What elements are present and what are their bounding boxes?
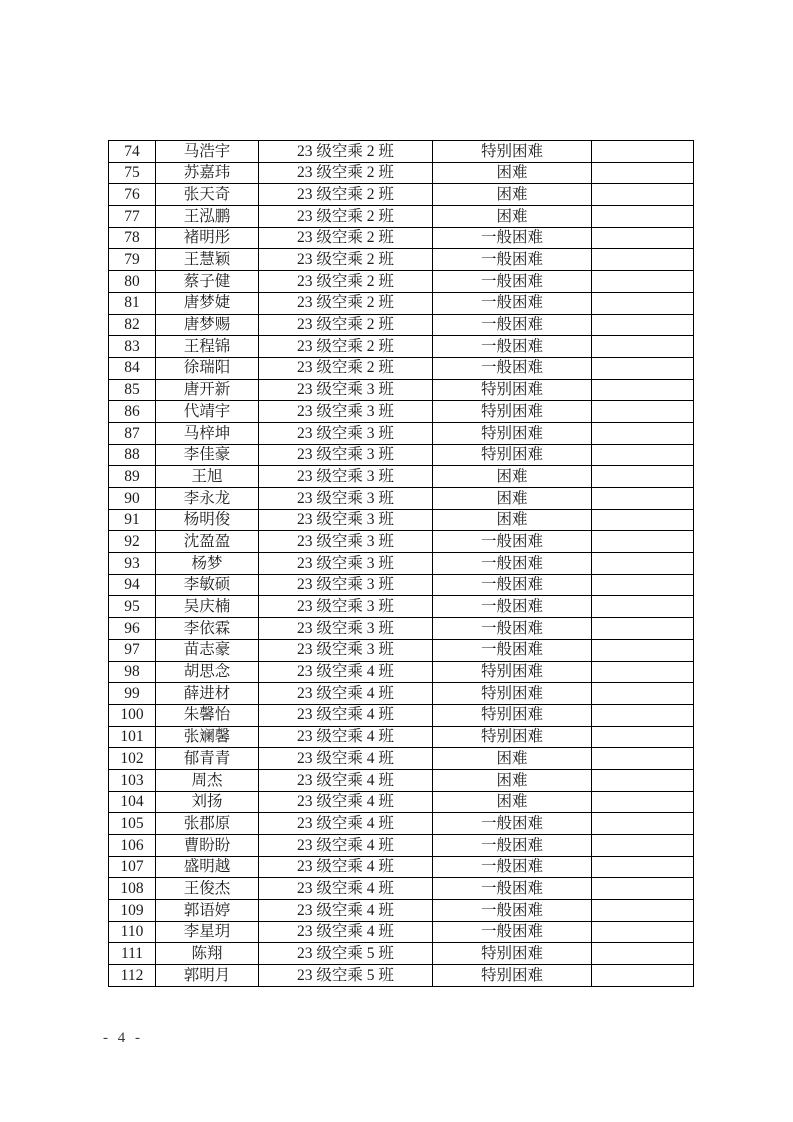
table-row bbox=[109, 531, 694, 553]
roll-number-cell: 112 bbox=[109, 965, 156, 987]
table-row bbox=[109, 553, 694, 575]
difficulty-cell: 一般困难 bbox=[433, 227, 592, 249]
roll-number-cell: 110 bbox=[109, 921, 156, 943]
note-cell bbox=[592, 878, 694, 900]
class-cell: 23 级空乘 5 班 bbox=[259, 965, 433, 987]
table-row bbox=[109, 835, 694, 857]
difficulty-cell: 特别困难 bbox=[433, 141, 592, 163]
roll-number-cell: 80 bbox=[109, 271, 156, 293]
note-cell bbox=[592, 466, 694, 488]
class-cell: 23 级空乘 2 班 bbox=[259, 206, 433, 228]
note-cell bbox=[592, 813, 694, 835]
difficulty-cell: 困难 bbox=[433, 162, 592, 184]
class-cell: 23 级空乘 4 班 bbox=[259, 683, 433, 705]
difficulty-cell: 困难 bbox=[433, 488, 592, 510]
class-cell: 23 级空乘 4 班 bbox=[259, 813, 433, 835]
class-cell: 23 级空乘 3 班 bbox=[259, 639, 433, 661]
name-cell: 胡思念 bbox=[156, 661, 259, 683]
difficulty-cell: 困难 bbox=[433, 466, 592, 488]
table-row bbox=[109, 206, 694, 228]
class-cell: 23 级空乘 3 班 bbox=[259, 401, 433, 423]
class-cell: 23 级空乘 4 班 bbox=[259, 856, 433, 878]
difficulty-cell: 困难 bbox=[433, 206, 592, 228]
class-cell: 23 级空乘 3 班 bbox=[259, 444, 433, 466]
roll-number-cell: 100 bbox=[109, 704, 156, 726]
roll-number-cell: 103 bbox=[109, 769, 156, 791]
class-cell: 23 级空乘 3 班 bbox=[259, 466, 433, 488]
table-row bbox=[109, 683, 694, 705]
class-cell: 23 级空乘 3 班 bbox=[259, 422, 433, 444]
roll-number-cell: 97 bbox=[109, 639, 156, 661]
difficulty-cell: 困难 bbox=[433, 769, 592, 791]
name-cell: 王俊杰 bbox=[156, 878, 259, 900]
table-row bbox=[109, 813, 694, 835]
roll-number-cell: 91 bbox=[109, 509, 156, 531]
table-row bbox=[109, 314, 694, 336]
difficulty-cell: 一般困难 bbox=[433, 357, 592, 379]
class-cell: 23 级空乘 3 班 bbox=[259, 488, 433, 510]
difficulty-cell: 一般困难 bbox=[433, 856, 592, 878]
difficulty-cell: 一般困难 bbox=[433, 900, 592, 922]
class-cell: 23 级空乘 2 班 bbox=[259, 271, 433, 293]
name-cell: 郁青青 bbox=[156, 748, 259, 770]
note-cell bbox=[592, 509, 694, 531]
difficulty-cell: 一般困难 bbox=[433, 336, 592, 358]
table-row bbox=[109, 791, 694, 813]
table-row bbox=[109, 488, 694, 510]
table-row bbox=[109, 379, 694, 401]
roll-number-cell: 88 bbox=[109, 444, 156, 466]
difficulty-cell: 一般困难 bbox=[433, 813, 592, 835]
name-cell: 唐梦赐 bbox=[156, 314, 259, 336]
difficulty-cell: 特别困难 bbox=[433, 444, 592, 466]
name-cell: 盛明越 bbox=[156, 856, 259, 878]
note-cell bbox=[592, 162, 694, 184]
student-roster-table bbox=[108, 140, 694, 987]
note-cell bbox=[592, 596, 694, 618]
difficulty-cell: 特别困难 bbox=[433, 943, 592, 965]
note-cell bbox=[592, 292, 694, 314]
difficulty-cell: 一般困难 bbox=[433, 596, 592, 618]
note-cell bbox=[592, 704, 694, 726]
name-cell: 张斓馨 bbox=[156, 726, 259, 748]
table-row bbox=[109, 965, 694, 987]
class-cell: 23 级空乘 2 班 bbox=[259, 357, 433, 379]
name-cell: 李敏硕 bbox=[156, 574, 259, 596]
class-cell: 23 级空乘 4 班 bbox=[259, 835, 433, 857]
name-cell: 苗志豪 bbox=[156, 639, 259, 661]
table-row bbox=[109, 444, 694, 466]
note-cell bbox=[592, 921, 694, 943]
roll-number-cell: 89 bbox=[109, 466, 156, 488]
note-cell bbox=[592, 184, 694, 206]
name-cell: 王慧颖 bbox=[156, 249, 259, 271]
roll-number-cell: 99 bbox=[109, 683, 156, 705]
roll-number-cell: 74 bbox=[109, 141, 156, 163]
note-cell bbox=[592, 769, 694, 791]
note-cell bbox=[592, 748, 694, 770]
table-row bbox=[109, 249, 694, 271]
student-table-body bbox=[109, 141, 694, 987]
class-cell: 23 级空乘 3 班 bbox=[259, 531, 433, 553]
table-row bbox=[109, 661, 694, 683]
difficulty-cell: 困难 bbox=[433, 748, 592, 770]
class-cell: 23 级空乘 4 班 bbox=[259, 769, 433, 791]
difficulty-cell: 一般困难 bbox=[433, 314, 592, 336]
name-cell: 王泓鹏 bbox=[156, 206, 259, 228]
class-cell: 23 级空乘 3 班 bbox=[259, 618, 433, 640]
roll-number-cell: 105 bbox=[109, 813, 156, 835]
name-cell: 蔡子健 bbox=[156, 271, 259, 293]
class-cell: 23 级空乘 4 班 bbox=[259, 921, 433, 943]
class-cell: 23 级空乘 4 班 bbox=[259, 661, 433, 683]
class-cell: 23 级空乘 2 班 bbox=[259, 336, 433, 358]
note-cell bbox=[592, 639, 694, 661]
name-cell: 薛进材 bbox=[156, 683, 259, 705]
note-cell bbox=[592, 206, 694, 228]
note-cell bbox=[592, 249, 694, 271]
class-cell: 23 级空乘 2 班 bbox=[259, 184, 433, 206]
difficulty-cell: 特别困难 bbox=[433, 661, 592, 683]
difficulty-cell: 困难 bbox=[433, 509, 592, 531]
name-cell: 郭语婷 bbox=[156, 900, 259, 922]
name-cell: 郭明月 bbox=[156, 965, 259, 987]
name-cell: 李星玥 bbox=[156, 921, 259, 943]
note-cell bbox=[592, 900, 694, 922]
difficulty-cell: 特别困难 bbox=[433, 422, 592, 444]
table-row bbox=[109, 184, 694, 206]
table-row bbox=[109, 596, 694, 618]
difficulty-cell: 特别困难 bbox=[433, 401, 592, 423]
name-cell: 朱馨怡 bbox=[156, 704, 259, 726]
table-row bbox=[109, 900, 694, 922]
note-cell bbox=[592, 965, 694, 987]
roll-number-cell: 86 bbox=[109, 401, 156, 423]
note-cell bbox=[592, 422, 694, 444]
table-row bbox=[109, 466, 694, 488]
note-cell bbox=[592, 141, 694, 163]
class-cell: 23 级空乘 4 班 bbox=[259, 726, 433, 748]
roll-number-cell: 104 bbox=[109, 791, 156, 813]
note-cell bbox=[592, 401, 694, 423]
table-row bbox=[109, 921, 694, 943]
note-cell bbox=[592, 683, 694, 705]
difficulty-cell: 一般困难 bbox=[433, 878, 592, 900]
roll-number-cell: 81 bbox=[109, 292, 156, 314]
class-cell: 23 级空乘 3 班 bbox=[259, 596, 433, 618]
roll-number-cell: 76 bbox=[109, 184, 156, 206]
name-cell: 马梓坤 bbox=[156, 422, 259, 444]
roll-number-cell: 83 bbox=[109, 336, 156, 358]
roll-number-cell: 109 bbox=[109, 900, 156, 922]
name-cell: 李依霖 bbox=[156, 618, 259, 640]
note-cell bbox=[592, 943, 694, 965]
roll-number-cell: 106 bbox=[109, 835, 156, 857]
name-cell: 曹盼盼 bbox=[156, 835, 259, 857]
roll-number-cell: 107 bbox=[109, 856, 156, 878]
difficulty-cell: 困难 bbox=[433, 791, 592, 813]
table-row bbox=[109, 336, 694, 358]
roll-number-cell: 78 bbox=[109, 227, 156, 249]
name-cell: 代靖宇 bbox=[156, 401, 259, 423]
difficulty-cell: 一般困难 bbox=[433, 618, 592, 640]
difficulty-cell: 特别困难 bbox=[433, 683, 592, 705]
roll-number-cell: 94 bbox=[109, 574, 156, 596]
table-row bbox=[109, 271, 694, 293]
class-cell: 23 级空乘 2 班 bbox=[259, 292, 433, 314]
roll-number-cell: 84 bbox=[109, 357, 156, 379]
table-row bbox=[109, 943, 694, 965]
table-row bbox=[109, 726, 694, 748]
class-cell: 23 级空乘 4 班 bbox=[259, 900, 433, 922]
difficulty-cell: 一般困难 bbox=[433, 249, 592, 271]
roll-number-cell: 93 bbox=[109, 553, 156, 575]
note-cell bbox=[592, 444, 694, 466]
note-cell bbox=[592, 618, 694, 640]
roll-number-cell: 111 bbox=[109, 943, 156, 965]
roll-number-cell: 85 bbox=[109, 379, 156, 401]
name-cell: 杨明俊 bbox=[156, 509, 259, 531]
table-row bbox=[109, 856, 694, 878]
table-row bbox=[109, 162, 694, 184]
table-row bbox=[109, 704, 694, 726]
difficulty-cell: 特别困难 bbox=[433, 704, 592, 726]
table-row bbox=[109, 401, 694, 423]
class-cell: 23 级空乘 4 班 bbox=[259, 704, 433, 726]
name-cell: 杨梦 bbox=[156, 553, 259, 575]
class-cell: 23 级空乘 5 班 bbox=[259, 943, 433, 965]
difficulty-cell: 特别困难 bbox=[433, 965, 592, 987]
name-cell: 沈盈盈 bbox=[156, 531, 259, 553]
name-cell: 陈翔 bbox=[156, 943, 259, 965]
difficulty-cell: 特别困难 bbox=[433, 379, 592, 401]
note-cell bbox=[592, 574, 694, 596]
roll-number-cell: 101 bbox=[109, 726, 156, 748]
roll-number-cell: 96 bbox=[109, 618, 156, 640]
note-cell bbox=[592, 531, 694, 553]
class-cell: 23 级空乘 4 班 bbox=[259, 791, 433, 813]
note-cell bbox=[592, 661, 694, 683]
table-row bbox=[109, 639, 694, 661]
class-cell: 23 级空乘 2 班 bbox=[259, 227, 433, 249]
note-cell bbox=[592, 488, 694, 510]
table-row bbox=[109, 769, 694, 791]
note-cell bbox=[592, 856, 694, 878]
difficulty-cell: 一般困难 bbox=[433, 553, 592, 575]
table-row bbox=[109, 509, 694, 531]
roll-number-cell: 77 bbox=[109, 206, 156, 228]
difficulty-cell: 一般困难 bbox=[433, 574, 592, 596]
class-cell: 23 级空乘 3 班 bbox=[259, 379, 433, 401]
table-row bbox=[109, 141, 694, 163]
table-row bbox=[109, 292, 694, 314]
name-cell: 李永龙 bbox=[156, 488, 259, 510]
name-cell: 张天奇 bbox=[156, 184, 259, 206]
table-row bbox=[109, 618, 694, 640]
class-cell: 23 级空乘 3 班 bbox=[259, 574, 433, 596]
name-cell: 王程锦 bbox=[156, 336, 259, 358]
name-cell: 周杰 bbox=[156, 769, 259, 791]
difficulty-cell: 困难 bbox=[433, 184, 592, 206]
difficulty-cell: 一般困难 bbox=[433, 835, 592, 857]
note-cell bbox=[592, 726, 694, 748]
name-cell: 王旭 bbox=[156, 466, 259, 488]
table-row bbox=[109, 357, 694, 379]
roll-number-cell: 75 bbox=[109, 162, 156, 184]
note-cell bbox=[592, 553, 694, 575]
difficulty-cell: 一般困难 bbox=[433, 271, 592, 293]
class-cell: 23 级空乘 4 班 bbox=[259, 878, 433, 900]
name-cell: 吴庆楠 bbox=[156, 596, 259, 618]
note-cell bbox=[592, 379, 694, 401]
roll-number-cell: 108 bbox=[109, 878, 156, 900]
name-cell: 苏嘉玮 bbox=[156, 162, 259, 184]
class-cell: 23 级空乘 2 班 bbox=[259, 314, 433, 336]
difficulty-cell: 一般困难 bbox=[433, 921, 592, 943]
roll-number-cell: 98 bbox=[109, 661, 156, 683]
name-cell: 徐瑞阳 bbox=[156, 357, 259, 379]
roll-number-cell: 87 bbox=[109, 422, 156, 444]
name-cell: 褚明彤 bbox=[156, 227, 259, 249]
difficulty-cell: 一般困难 bbox=[433, 292, 592, 314]
class-cell: 23 级空乘 2 班 bbox=[259, 162, 433, 184]
note-cell bbox=[592, 314, 694, 336]
table-row bbox=[109, 574, 694, 596]
table-row bbox=[109, 748, 694, 770]
class-cell: 23 级空乘 3 班 bbox=[259, 553, 433, 575]
roll-number-cell: 92 bbox=[109, 531, 156, 553]
name-cell: 李佳豪 bbox=[156, 444, 259, 466]
roll-number-cell: 95 bbox=[109, 596, 156, 618]
note-cell bbox=[592, 835, 694, 857]
class-cell: 23 级空乘 2 班 bbox=[259, 249, 433, 271]
note-cell bbox=[592, 227, 694, 249]
name-cell: 唐梦婕 bbox=[156, 292, 259, 314]
class-cell: 23 级空乘 3 班 bbox=[259, 509, 433, 531]
note-cell bbox=[592, 357, 694, 379]
table-row bbox=[109, 227, 694, 249]
roll-number-cell: 79 bbox=[109, 249, 156, 271]
note-cell bbox=[592, 271, 694, 293]
difficulty-cell: 一般困难 bbox=[433, 639, 592, 661]
name-cell: 唐开新 bbox=[156, 379, 259, 401]
table-row bbox=[109, 878, 694, 900]
roll-number-cell: 90 bbox=[109, 488, 156, 510]
name-cell: 张郡原 bbox=[156, 813, 259, 835]
roll-number-cell: 82 bbox=[109, 314, 156, 336]
roll-number-cell: 102 bbox=[109, 748, 156, 770]
name-cell: 马浩宇 bbox=[156, 141, 259, 163]
note-cell bbox=[592, 791, 694, 813]
name-cell: 刘扬 bbox=[156, 791, 259, 813]
difficulty-cell: 特别困难 bbox=[433, 726, 592, 748]
class-cell: 23 级空乘 2 班 bbox=[259, 141, 433, 163]
note-cell bbox=[592, 336, 694, 358]
class-cell: 23 级空乘 4 班 bbox=[259, 748, 433, 770]
table-row bbox=[109, 422, 694, 444]
footer-page-number: - 4 - bbox=[103, 1030, 143, 1046]
difficulty-cell: 一般困难 bbox=[433, 531, 592, 553]
